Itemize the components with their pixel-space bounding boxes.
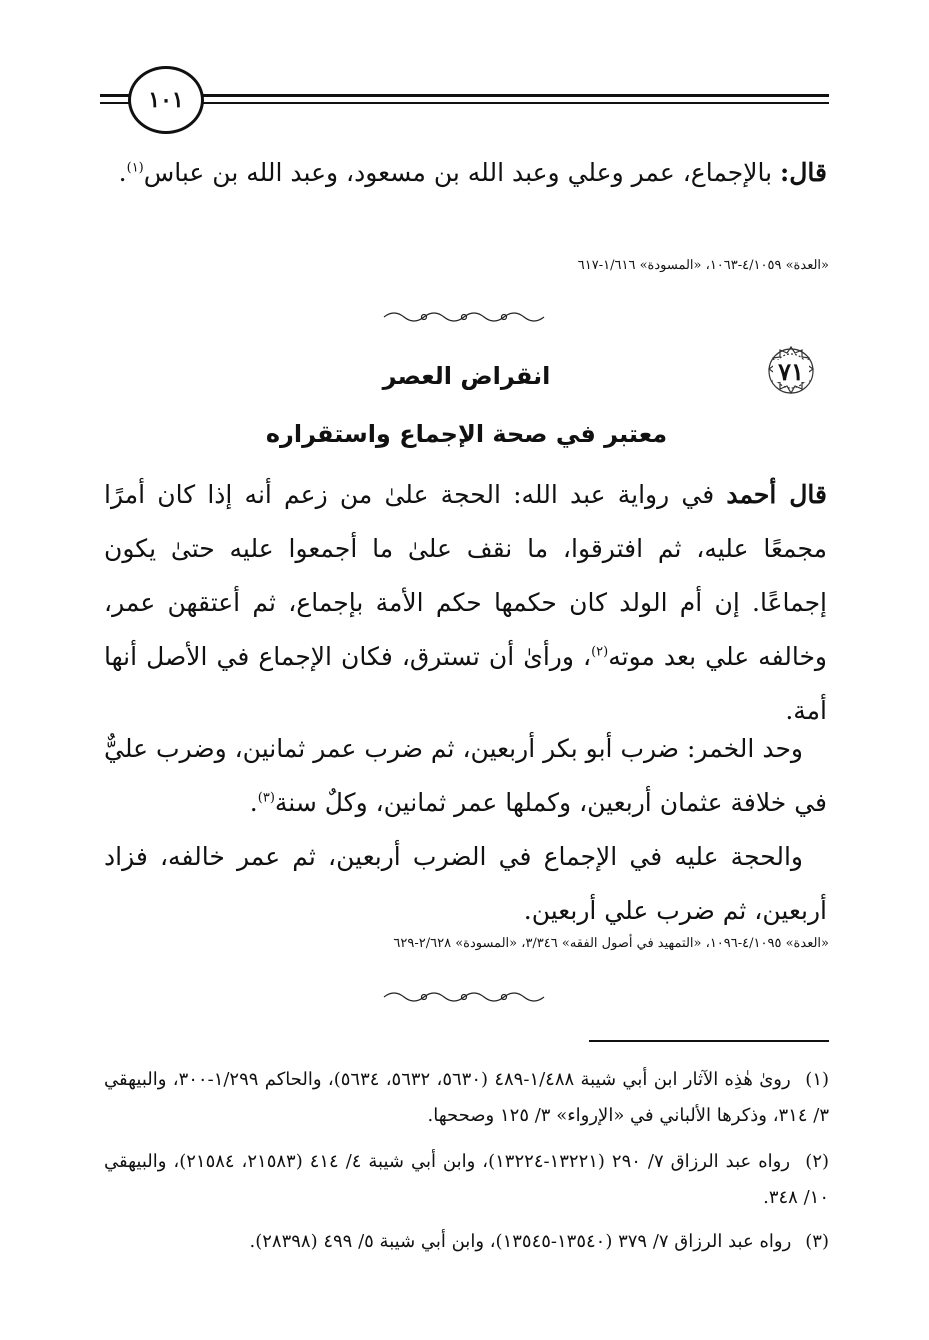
paragraph-1 — [104, 468, 827, 738]
top-paragraph-text: بالإجماع، عمر وعلي وعبد الله بن مسعود، وعبد الله بن عباس — [143, 158, 773, 187]
ornament-divider-icon-2 — [380, 990, 548, 1004]
section-number: ٧١ — [778, 356, 804, 386]
paragraph-3-text: والحجة عليه في الإجماع في الضرب أربعين، ثم عمر خالفه، فزاد أربعين، ثم ضرب علي أربعين. — [104, 842, 827, 925]
header-rule-thin — [100, 102, 829, 104]
footnote-ref-1[interactable]: (١) — [126, 160, 144, 176]
footnote-text: رواه عبد الرزاق ٧/ ٣٧٩ (١٣٥٤٠-١٣٥٤٥)، وابن أبي شيبة ٥/ ٤٩٩ (٢٨٣٩٨). — [249, 1231, 792, 1252]
section-subtitle: معتبر في صحة الإجماع واستقراره — [265, 420, 668, 448]
speaker-label-ahmad: قال أحمد — [726, 480, 827, 509]
page-number: ١٠١ — [128, 66, 204, 134]
paragraph-1-text-b: ، ورأىٰ أن تسترق، فكان الإجماع في الأصل أنها أمة. — [104, 642, 827, 725]
end-mark: . — [118, 158, 127, 187]
paragraph-2 — [104, 722, 827, 830]
footnote-2 — [104, 1144, 829, 1216]
body-source-citation: «العدة» ٤/١٠٩٥-١٠٩٦، «التمهيد في أصول الفقه» ٣/٣٤٦، «المسودة» ٢/٦٢٨-٦٢٩ — [393, 936, 829, 951]
speaker-label: قال: — [780, 158, 827, 187]
footnote-number: (٢) — [805, 1151, 830, 1172]
section-title: انقراض العصر — [382, 362, 551, 390]
paragraph-1-text-a: في رواية عبد الله: الحجة علىٰ من زعم أنه إذا كان أمرًا مجمعًا عليه، ثم افترقوا، ما نقف علىٰ ما أجمعوا عليه حتىٰ يكون إجماعًا. إن أم الولد كان حكمها حكم الأمة بإجماع، ثم أعتقهن عمر، وخالفه علي بعد موته — [104, 480, 827, 671]
footnote-ref-3[interactable]: (٣) — [257, 790, 275, 806]
footnote-1 — [104, 1062, 829, 1134]
footnote-text: رواه عبد الرزاق ٧/ ٢٩٠ (١٣٢٢١-١٣٢٢٤)، وابن أبي شيبة ٤/ ٤١٤ (٢١٥٨٣، ٢١٥٨٤)، والبيهقي ١٠/ ٣٤٨. — [104, 1151, 829, 1208]
ornament-divider-icon — [380, 310, 548, 324]
footnote-text: روىٰ هٰذِه الآثار ابن أبي شيبة ١/٤٨٨-٤٨٩ (٥٦٣٠، ٥٦٣٢، ٥٦٣٤)، والحاكم ١/٢٩٩-٣٠٠، والبيهقي ٣/ ٣١٤، وذكرها الألباني في «الإرواء» ٣/ ١٢٥ وصححها. — [104, 1069, 829, 1126]
footnote-number: (٣) — [805, 1231, 829, 1252]
top-paragraph — [104, 146, 827, 200]
paragraph-2-text: وحد الخمر: ضرب أبو بكر أربعين، ثم ضرب عمر ثمانين، وضرب عليٌّ في خلافة عثمان أربعين، وكملها عمر ثمانين، وكلٌ سنة — [104, 734, 827, 817]
header-rule — [100, 94, 829, 97]
footnote-rule — [589, 1040, 829, 1042]
paragraph-3 — [104, 830, 827, 938]
footnote-number: (١) — [805, 1069, 830, 1090]
top-source-citation: «العدة» ٤/١٠٥٩-١٠٦٣، «المسودة» ١/٦١٦-٦١٧ — [577, 258, 829, 273]
footnote-ref-2[interactable]: (٢) — [591, 644, 609, 660]
paragraph-2-end: . — [249, 788, 258, 817]
footnote-3 — [104, 1224, 829, 1260]
